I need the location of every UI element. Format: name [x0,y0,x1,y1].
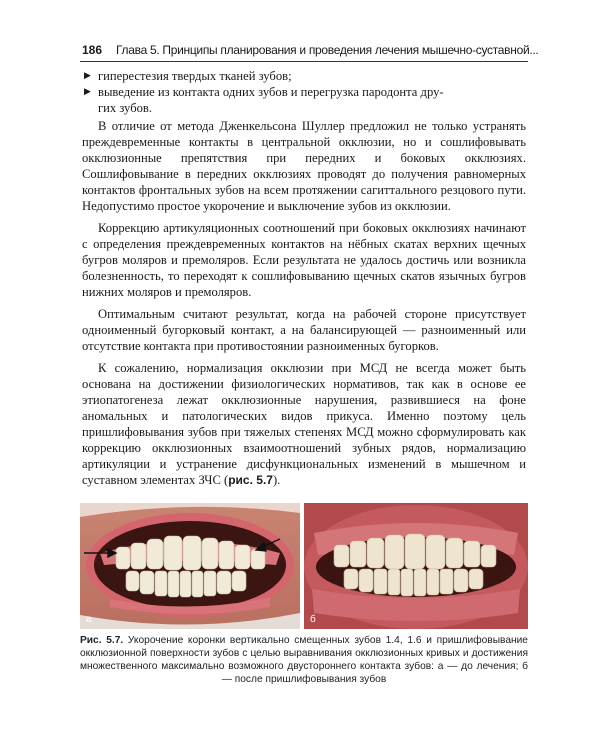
teeth-photo-b [304,503,528,629]
teeth-photo-a [80,503,300,629]
paragraph: Коррекцию артикуляционных соотношений при боковых окклюзиях начинают с определения преждевременных контактов на нёбных скатах верхних щечных бугров моляров и премоляров. Если результата не удалось достичь или возникла болезненность, то переходят к сошлифовыванию щечных скатов язычных бугров нижних моляров и премоляров. [82,221,526,299]
bullet-continuation: гих зубов. [98,101,152,115]
figure-label-a: а [86,614,92,625]
chapter-title: Глава 5. Принципы планирования и проведения лечения мышечно-суставной... [116,43,539,57]
paragraph: В отличие от метода Дженкельсона Шуллер предложил не только устранять преждевременные контакты в центральной окклюзии, но и сошлифовывать окклюзионные препятствия при передних и боковых окклюзиях. Сошлифовывание в передних окклюзиях проводят до получения равномерных контактов фронтальных зубов на всем протяжении сагиттального резцового пути. Недопустимо простое укорочение и выключение зубов из окклюзии. [82,119,526,213]
paragraph [82,360,526,488]
figure-5-7 [80,503,528,629]
caption-text: Укорочение коронки вертикально смещенных зубов 1.4, 1.6 и пришлифовывание окклюзионной поверхности зубов с целью выравнивания окклюзионных кривых и достижения множественного максимально возможного двустороннего контакта зубов: а — до лечения; б — после пришлифовывания зубов [80,635,528,685]
figure-reference: рис. 5.7 [228,473,273,487]
bullet-item [82,68,526,84]
bullet-text: выведение из контакта одних зубов и перегрузка пародонта дру- [98,85,444,99]
triangle-bullet-icon: ▶ [84,71,91,81]
figure-caption [80,634,528,686]
bullet-text: гиперестезия твердых тканей зубов; [98,69,292,83]
paragraph-end: ). [272,473,281,487]
body-text [82,68,526,494]
page-number: 186 [82,43,103,57]
paragraph-text: К сожалению, нормализация окклюзии при МСД не всегда может быть основана на достижении физиологических нормативов, так как в основе ее этиопатогенеза лежат окклюзионные нарушения, развившиеся на фоне аномальных и патологических видов прикуса. Именно поэтому цель пришлифовывания зубов при тяжелых степенях МСД можно сформулировать как коррекцию окклюзионных взаимоотношений зубных рядов, нормализацию артикуляции и устранение дисфункциональных изменений в мышечном и суставном элементах ЗЧС ( [82,361,526,487]
paragraph: Оптимальным считают результат, когда на рабочей стороне присутствует одноименный бугорковый контакт, а на балансирующей — разноименный или отсутствие контакта при противостоянии разноименных бугорков. [82,307,526,353]
triangle-bullet-icon: ▶ [84,87,91,97]
bullet-item [82,84,526,116]
photo-after-treatment [304,503,528,629]
figure-label-b: б [310,614,316,625]
photo-before-treatment [80,503,300,629]
header-rule [80,61,528,62]
caption-label: Рис. 5.7. [80,635,124,646]
running-header [82,42,539,58]
